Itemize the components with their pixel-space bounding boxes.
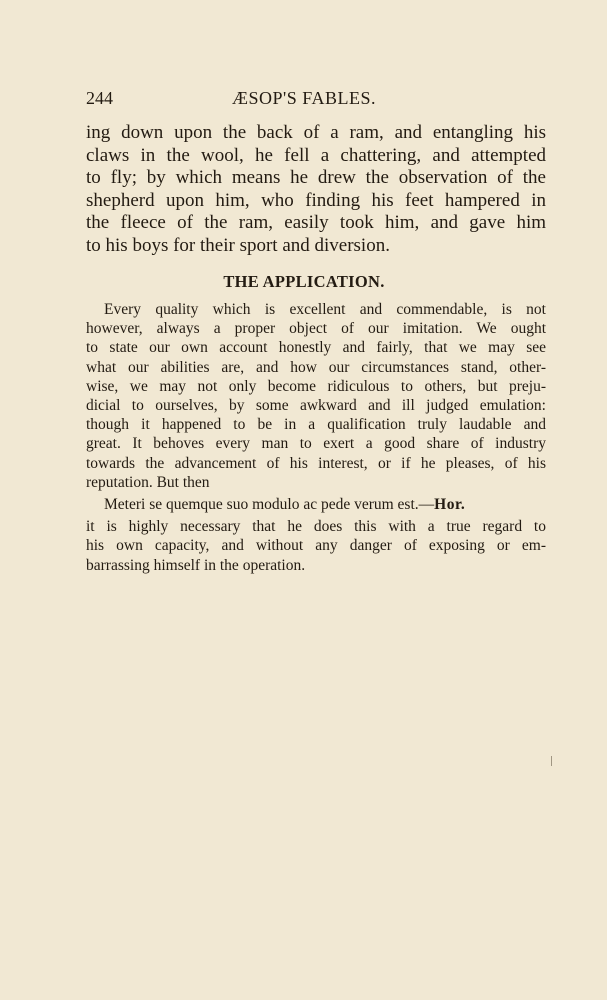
text-line: the fleece of the ram, easily took him, and gave him <box>86 212 546 233</box>
text-line: shepherd upon him, who finding his feet hampered in <box>86 189 546 211</box>
margin-mark <box>551 756 552 766</box>
text-line: barrassing himself in the operation. <box>86 556 306 574</box>
text-line: to state our own account honestly and fairly, that we may see <box>86 339 546 357</box>
text-line: it is highly necessary that he does this with a true regard to <box>86 518 546 536</box>
page-header <box>86 88 522 112</box>
text-line: ing down upon the back of a ram, and entangling his <box>86 122 546 143</box>
latin-quote <box>86 495 546 514</box>
text-line: his own capacity, and without any danger of exposing or em- <box>86 537 546 555</box>
text-line: what our abilities are, and how our circumstances stand, other- <box>86 358 546 376</box>
text-line: though it happened to be in a qualification truly laudable and <box>86 416 546 434</box>
text-line: however, always a proper object of our imitation. We ought <box>86 320 546 338</box>
quote-text: Meteri se quemque suo modulo ac pede verum est.— <box>104 496 435 514</box>
application-text <box>86 300 546 575</box>
text-line: Every quality which is excellent and commendable, is not <box>104 301 546 318</box>
application-heading: THE APPLICATION. <box>223 272 385 291</box>
page-number: 244 <box>86 88 113 108</box>
text-line: great. It behoves every man to exert a good share of industry <box>86 435 546 453</box>
text-line: towards the advancement of his interest, or if he pleases, of his <box>86 454 546 472</box>
text-line: reputation. But then <box>86 473 210 491</box>
running-title: ÆSOP'S FABLES. <box>232 88 376 108</box>
text-line: to his boys for their sport and diversion. <box>86 234 390 256</box>
fable-continuation <box>86 122 546 257</box>
text-line: wise, we may not only become ridiculous to others, but preju- <box>86 377 546 395</box>
text-line: dicial to ourselves, by some awkward and ill judged emulation: <box>86 397 546 415</box>
quote-author: Hor. <box>434 496 466 514</box>
text-line: to fly; by which means he drew the observation of the <box>86 167 546 188</box>
text-line: claws in the wool, he fell a chattering, and attempted <box>86 144 546 166</box>
